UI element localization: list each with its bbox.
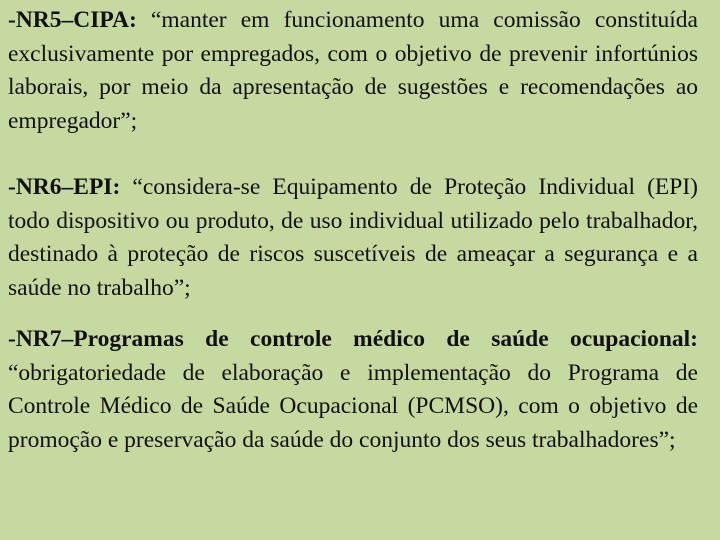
paragraph-lead-nr6: -NR6–EPI:: [8, 174, 121, 200]
paragraph-text-nr7: “obrigatoriedade de elaboração e implementação do Programa de Controle Médico de Saúde Ocupacional (PCMSO), com o objetivo de promoção e preservação da saúde do conjunto dos seus trabalhadores”;: [8, 359, 698, 453]
paragraph-text-nr6: “considera-se Equipamento de Proteção Individual (EPI) todo dispositivo ou produto, de uso individual utilizado pelo trabalhador, destinado à proteção de riscos suscetíveis de ameaçar a segurança e a saúde no trabalho”;: [8, 174, 698, 301]
paragraph-nr5-cipa: [8, 4, 698, 138]
paragraph-nr6-epi: [8, 171, 698, 305]
paragraph-lead-nr7: -NR7–Programas de controle médico de saúde ocupacional:: [8, 326, 698, 352]
paragraph-nr7-pcmso: [8, 323, 698, 457]
slide-content: [8, 4, 698, 457]
paragraph-lead-nr5: -NR5–CIPA:: [8, 7, 137, 33]
paragraph-text-nr5: “manter em funcionamento uma comissão constituída exclusivamente por empregados, com o objetivo de prevenir infortúnios laborais, por meio da apresentação de sugestões e recomendações ao empregador”;: [8, 7, 698, 134]
